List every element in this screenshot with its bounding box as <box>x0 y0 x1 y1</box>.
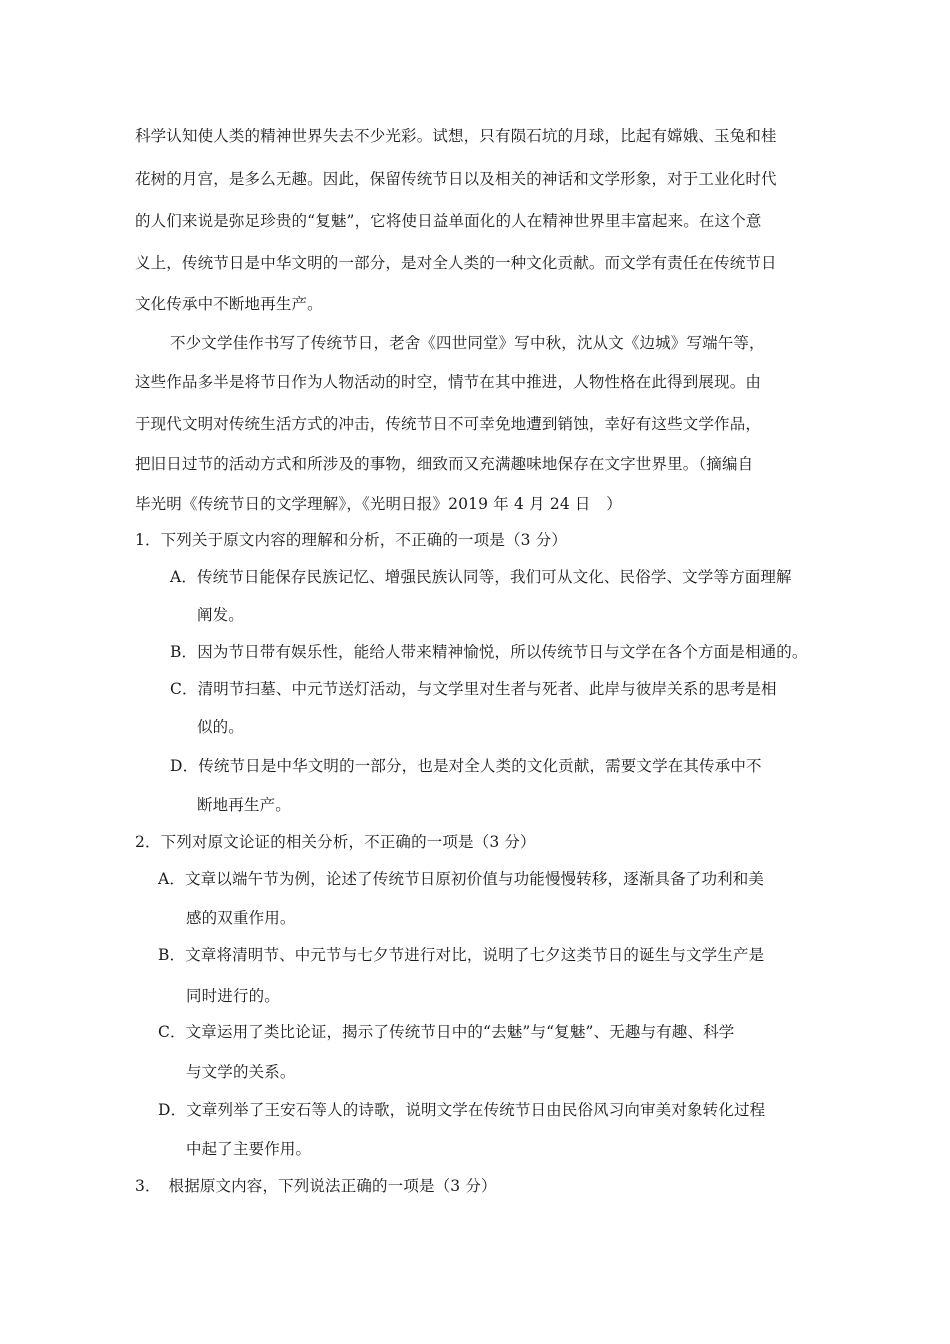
option-d: D．文章列举了王安石等人的诗歌，说明文学在传统节日由民俗风习向审美对象转化过程 <box>158 1101 766 1119</box>
option-c-continued: 与文学的关系。 <box>186 1063 296 1081</box>
option-c: C．清明节扫墓、中元节送灯活动，与文学里对生者与死者、此岸与彼岸关系的思考是相 <box>170 680 777 698</box>
passage-line: 文化传承中不断地再生产。 <box>135 295 323 313</box>
option-c: C．文章运用了类比论证，揭示了传统节日中的“去魅”与“复魅”、无趣与有趣、科学 <box>158 1023 735 1041</box>
question-stem: 2．下列对原文论证的相关分析，不正确的一项是（3 分） <box>135 833 536 851</box>
passage-line: 花树的月宫，是多么无趣。因此，保留传统节日以及相关的神话和文学形象，对于工业化时代 <box>135 170 777 188</box>
option-a: A．传统节日能保存民族记忆、增强民族认同等，我们可从文化、民俗学、文学等方面理解 <box>170 568 792 586</box>
option-d: D．传统节日是中华文明的一部分，也是对全人类的文化贡献，需要文学在其传承中不 <box>170 757 762 775</box>
option-a: A．文章以端午节为例，论述了传统节日原初价值与功能慢慢转移，逐渐具备了功利和美 <box>158 870 765 888</box>
option-a-continued: 阐发。 <box>197 606 244 624</box>
passage-line: 义上，传统节日是中华文明的一部分，是对全人类的一种文化贡献。而文学有责任在传统节日 <box>135 254 777 272</box>
passage-line: 于现代文明对传统生活方式的冲击，传统节日不可幸免地遭到销蚀，幸好有这些文学作品， <box>135 415 762 433</box>
passage-line: 不少文学佳作书写了传统节日，老舍《四世同堂》写中秋，沈从文《边城》写端午等， <box>170 334 765 352</box>
passage-line: 这些作品多半是将节日作为人物活动的时空，情节在其中推进，人物性格在此得到展现。由 <box>135 373 762 391</box>
option-b: B．文章将清明节、中元节与七夕节进行对比，说明了七夕这类节日的诞生与文学生产是 <box>158 946 765 964</box>
passage-line: 科学认知使人类的精神世界失去不少光彩。试想，只有陨石坑的月球，比起有嫦娥、玉兔和桂 <box>135 127 777 145</box>
option-a-continued: 感的双重作用。 <box>186 909 296 927</box>
passage-line: 的人们来说是弥足珍贵的“复魅”，它将使日益单面化的人在精神世界里丰富起来。在这个意 <box>135 212 762 230</box>
question-stem: 3． 根据原文内容，下列说法正确的一项是（3 分） <box>135 1177 497 1195</box>
passage-citation: 毕光明《传统节日的文学理解》，《光明日报》2019 年 4 月 24 日 ） <box>135 495 622 513</box>
question-stem: 1．下列关于原文内容的理解和分析，不正确的一项是（3 分） <box>135 531 568 549</box>
option-b-continued: 同时进行的。 <box>186 987 280 1005</box>
option-d-continued: 断地再生产。 <box>197 796 291 814</box>
option-d-continued: 中起了主要作用。 <box>186 1140 312 1158</box>
option-c-continued: 似的。 <box>197 718 244 736</box>
option-b: B．因为节日带有娱乐性，能给人带来精神愉悦，所以传统节日与文学在各个方面是相通的。 <box>170 643 808 661</box>
passage-line: 把旧日过节的活动方式和所涉及的事物，细致而又充满趣味地保存在文字世界里。（摘编自 <box>135 455 754 473</box>
